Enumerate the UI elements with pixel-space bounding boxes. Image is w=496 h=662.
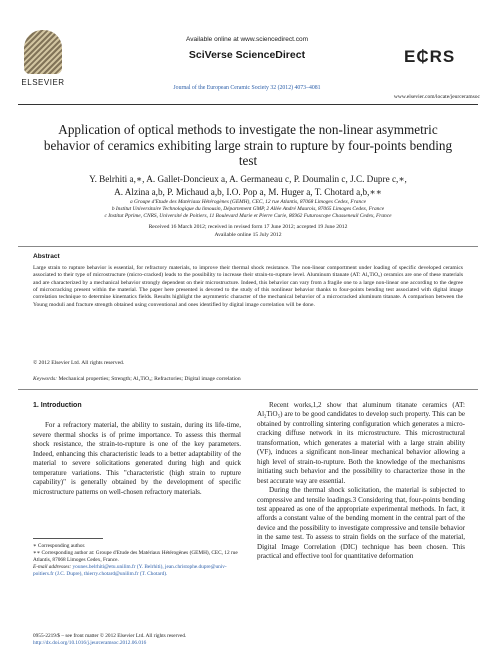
intro-paragraph-1: For a refractory material, the ability to sustain, during its life-time, severe thermal shocks is of prime importance. To assess this thermal shock resistance, the strain-to-rupture is one of the key parameters. Indeed, enhancing this characteristic leads to a better adaptability of the material to severe solicitations generated during high and quick temperature variations. This "characteristic (high strain to rupture capability)" is generally obtained by the development of specific microstructure patterns on well-chosen refractory materials. <box>33 421 241 496</box>
affiliations <box>30 199 466 221</box>
article-footer <box>33 633 333 647</box>
journal-url[interactable]: www.elsevier.com/locate/jeurceramsoc <box>393 94 480 100</box>
available-date: Available online 15 July 2012 <box>214 231 282 238</box>
elsevier-wordmark: ELSEVIER <box>21 78 65 87</box>
keywords-list: Mechanical properties; Strength; Al₂TiO₅; Refractories; Digital image correlation <box>58 376 241 382</box>
article-title: Application of optical methods to investigate the non-linear asymmetric behavior of ceramics exhibiting large strain to rupture by four-points bending test <box>43 122 453 169</box>
doi-link[interactable]: http://dx.doi.org/10.1016/j.jeurceramsoc.2012.06.016 <box>33 640 147 646</box>
footnote-corresponding: ∗ Corresponding author. <box>33 543 86 549</box>
author-list <box>40 173 456 198</box>
abstract-heading: Abstract <box>33 253 60 260</box>
intro-paragraph-3: During the thermal shock solicitation, the material is subjected to compressive and tensile loadings.3 Considering that, four-points bending test appeared as one of the appropriate experimental methods. In fact, it affords a constant value of the bending moment in the central part of the device and the possibility to investigate compressive and tensile behavior in the same test. To assess to strain fields on the surface of the material, Digital Image Correlation (DIC) technique has been chosen. This practical and effective tool for quantitative deformation <box>257 486 465 561</box>
header-divider <box>18 104 478 105</box>
keywords <box>33 376 241 382</box>
affiliation-c: c Institut Pprime, CNRS, Université de Poitiers, 11 Boulevard Marie et Pierre Curie, 86962 Futuroscope Chasseneuil Cedex, France <box>104 213 392 220</box>
elsevier-tree-icon <box>24 30 62 74</box>
abstract-bottom-divider <box>18 389 478 390</box>
footnote-corresponding-at: ∗∗ Corresponding author at: Groupe d'Etude des Matériaux Hétérogènes (GEMH), CEC, 12 rue Atlantis, 87068 Limoges Cedex, France. <box>33 550 238 563</box>
received-dates: Received 16 March 2012; received in revised form 17 June 2012; accepted 19 June 2012 <box>148 224 348 230</box>
right-column <box>257 401 465 562</box>
journal-header <box>0 0 496 104</box>
intro-paragraph-2: Recent works,1,2 show that aluminum titanate ceramics (AT: Al₂TiO₅) are to be good candidates to develop such property. This can be obtained by controlling sintering configuration which generates a micro-cracking diffuse network in its microstructure. This microstructural transformation, which generates a material with a large strain ability (VF), induces a significant non-linear mechanical behavior allowing a high level of strain-to-rupture. Both the knowledge of the mechanisms initiating such behavior and the possibility to characterize those in the best accurate way are essential. <box>257 401 465 485</box>
authors-line-2: A. Alzina a,b, P. Michaud a,b, I.O. Pop a, M. Huger a, T. Chotard a,b,∗∗ <box>114 186 382 197</box>
affiliation-a: a Groupe d'Etude des Matériaux Hétérogènes (GEMH), CEC, 12 rue Atlantis, 87068 Limoges Cedex, France <box>129 199 366 205</box>
footnote-divider <box>33 538 103 539</box>
issn-line: 0955-2219/$ – see front matter © 2012 Elsevier Ltd. All rights reserved. <box>33 633 187 639</box>
email-addresses[interactable]: younes.belrhiti@etu.unilim.fr (Y. Belrhiti), jean.christophe.dupre@univ-poitiers.fr (J.C. Dupre), thierry.chotard@unilim.fr (T. Chotard). <box>33 564 227 577</box>
keywords-label: Keywords: <box>33 376 58 382</box>
abstract-body: Large strain to rupture behavior is essential, for refractory materials, to improve their thermal shock resistance. The non-linear comportment under loading of specific developed ceramics associated to their type of microstructure (micro-cracked) leads to the possibility to increase their strain-to-rupture level. Aluminum titanate (AT: Al₂TiO₅) ceramics are one of these materials and are characterized by a mechanical behavior strongly dependent on their microstructure. Indeed, this behavior can vary from a fragile one to a large non-linear one according to the degree of microcracking present within the material. The paper here presented is devoted to the study of this nonlinear behavior thanks to four-points bending test associated with digital image correlation technique to determine kinematics fields. Results highlight the asymmetric character of the mechanical behavior of a microcracked aluminum titanate. A comparison between the Young moduli and fracture strength obtained using conventional and ones identified by digital image correlation will be done. <box>33 265 463 308</box>
abstract-copyright: © 2012 Elsevier Ltd. All rights reserved. <box>33 360 125 366</box>
available-online-text: Available online at www.sciencedirect.com <box>186 36 308 43</box>
footnotes <box>33 543 241 578</box>
sciverse-logo[interactable]: SciVerse ScienceDirect <box>188 49 306 61</box>
section-heading-introduction: 1. Introduction <box>33 402 82 409</box>
email-label: E-mail addresses: <box>33 564 72 570</box>
left-column <box>33 401 241 497</box>
journal-reference[interactable]: Journal of the European Ceramic Society 32 (2012) 4073–4081 <box>173 85 321 91</box>
abstract-top-divider <box>18 246 478 247</box>
footnote-emails <box>33 564 241 578</box>
ecers-logo: E₵RS <box>404 47 456 66</box>
authors-line-1: Y. Belrhiti a,∗, A. Gallet-Doncieux a, A. Germaneau c, P. Doumalin c, J.C. Dupre c,∗, <box>89 174 407 184</box>
article-dates <box>40 224 456 239</box>
elsevier-logo[interactable] <box>18 28 68 90</box>
affiliation-b: b Institut Universitaire Technologique du limousin, Département GMP, 2 Allée André Maurois, 87065 Limoges Cedex, France <box>111 206 385 213</box>
